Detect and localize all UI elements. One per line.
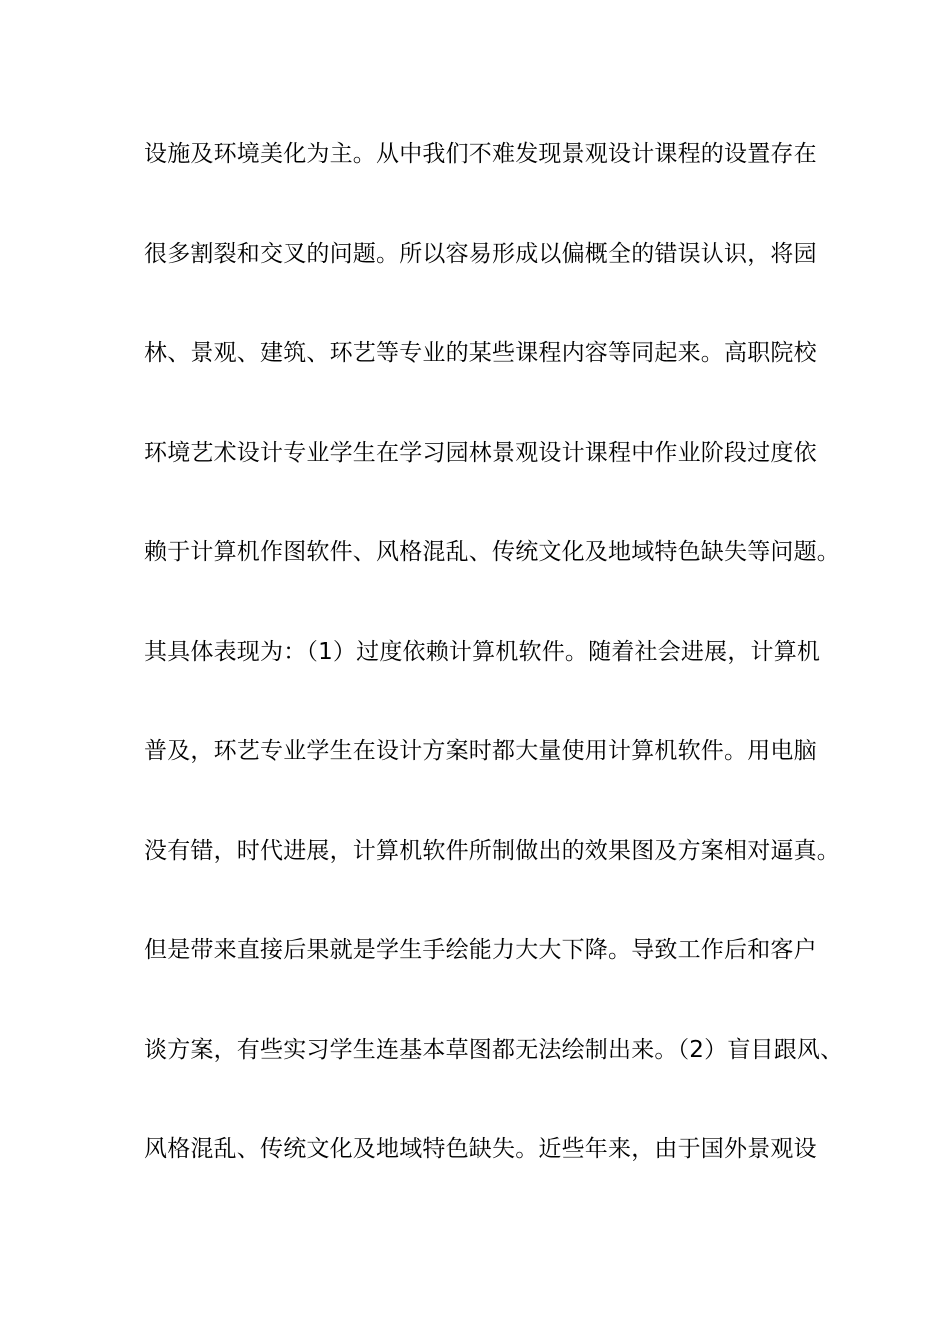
text-line: 其具体表现为：（1）过度依赖计算机软件。随着社会进展，计算机 — [144, 638, 821, 665]
text-line: 谈方案，有些实习学生连基本草图都无法绘制出来。（2）盲目跟风、 — [144, 1036, 844, 1063]
text-line: 赖于计算机作图软件、风格混乱、传统文化及地域特色缺失等问题。 — [144, 539, 840, 565]
text-line: 但是带来直接后果就是学生手绘能力大大下降。导致工作后和客户 — [144, 937, 817, 963]
body-paragraph — [144, 130, 844, 1225]
text-line: 很多割裂和交叉的问题。所以容易形成以偏概全的错误认识，将园 — [144, 240, 817, 267]
text-line: 林、景观、建筑、环艺等专业的某些课程内容等同起来。高职院校 — [144, 340, 817, 366]
text-line: 没有错，时代进展，计算机软件所制做出的效果图及方案相对逼真。 — [144, 837, 840, 864]
text-line: 风格混乱、传统文化及地域特色缺失。近些年来，由于国外景观设 — [144, 1136, 817, 1162]
text-line: 环境艺术设计专业学生在学习园林景观设计课程中作业阶段过度依 — [144, 439, 817, 466]
text-line: 设施及环境美化为主。从中我们不难发现景观设计课程的设置存在 — [144, 141, 817, 167]
text-line: 普及，环艺专业学生在设计方案时都大量使用计算机软件。用电脑 — [144, 738, 817, 764]
